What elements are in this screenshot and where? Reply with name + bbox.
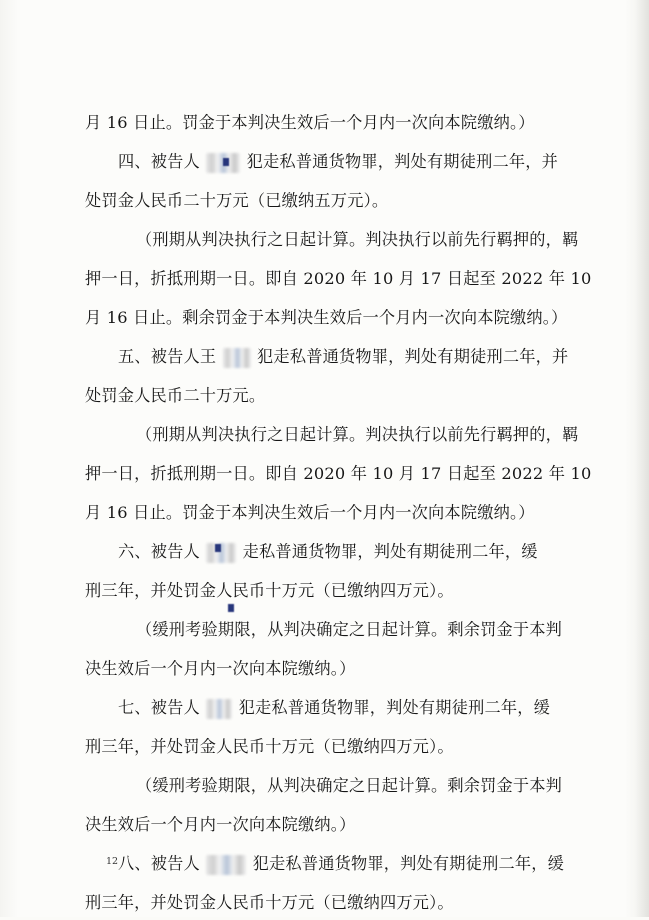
redaction-mark	[223, 158, 229, 166]
defendant-eight-line	[0, 847, 649, 881]
line-text: （缓刑考验期限，从判决确定之日起计算。剩余罚金于本判	[136, 776, 563, 795]
text-line-18	[0, 652, 649, 686]
line-text: 押一日，折抵刑期一日。即自 2020 年 10 月 17 日起至 2022 年 10	[85, 464, 592, 483]
verdict-text: 犯走私普通货物罪，判处有期徒刑二年，并	[246, 152, 559, 171]
text-line-22	[0, 769, 649, 803]
line-text: 月 16 日止。罚金于本判决生效后一个月内一次向本院缴纳。）	[85, 113, 535, 132]
line-text: 刑三年，并处罚金人民币十万元（已缴纳四万元）。	[85, 737, 454, 756]
text-line-23	[0, 808, 649, 842]
text-line-7	[0, 301, 649, 335]
defendant-five-line	[0, 340, 649, 374]
defendant-label: 五、被告人王	[118, 347, 217, 366]
line-text: （缓刑考验期限，从判决确定之日起计算。剩余罚金于本判	[136, 620, 563, 639]
line-text: 刑三年，并处罚金人民币十万元（已缴纳四万元）。	[85, 893, 454, 912]
redacted-name	[206, 543, 236, 563]
verdict-text: 犯走私普通货物罪，判处有期徒刑二年，并	[257, 347, 569, 366]
line-text: 月 16 日止。剩余罚金于本判决生效后一个月内一次向本院缴纳。）	[85, 308, 568, 327]
text-line-1	[0, 106, 649, 140]
redacted-name	[206, 699, 232, 719]
text-line-4	[0, 184, 649, 218]
defendant-six-line	[0, 535, 649, 569]
defendant-label: 六、被告人	[118, 542, 200, 561]
defendant-label: 七、被告人	[118, 698, 200, 717]
line-text: 处罚金人民币二十万元。	[85, 386, 266, 405]
redaction-mark	[228, 604, 234, 612]
line-text: 押一日，折抵刑期一日。即自 2020 年 10 月 17 日起至 2022 年 10	[85, 269, 592, 288]
defendant-label: 八、被告人	[118, 854, 200, 873]
text-line-16	[0, 574, 649, 608]
line-text: 处罚金人民币二十万元（已缴纳五万元）。	[85, 191, 389, 210]
line-text: 决生效后一个月内一次向本院缴纳。）	[85, 815, 356, 834]
text-line-10	[0, 379, 649, 413]
redacted-name	[223, 348, 251, 368]
redaction-mark	[215, 544, 221, 552]
defendant-seven-line	[0, 691, 649, 725]
text-line-11	[0, 418, 649, 452]
line-text: （刑期从判决执行之日起计算。判决执行以前先行羁押的，羁	[136, 230, 579, 249]
defendant-four-line	[0, 145, 649, 179]
line-text: 决生效后一个月内一次向本院缴纳。）	[85, 659, 356, 678]
text-line-17	[0, 613, 649, 647]
line-text: （刑期从判决执行之日起计算。判决执行以前先行羁押的，羁	[136, 425, 579, 444]
text-line-5	[0, 223, 649, 257]
verdict-text: 走私普通货物罪，判处有期徒刑二年，缓	[242, 542, 538, 561]
text-line-26	[0, 886, 649, 920]
line-text: 月 16 日止。罚金于本判决生效后一个月内一次向本院缴纳。）	[85, 503, 535, 522]
defendant-label: 四、被告人	[118, 152, 200, 171]
text-line-12	[0, 457, 649, 491]
text-line-21	[0, 730, 649, 764]
line-text: 刑三年，并处罚金人民币十万元（已缴纳四万元）。	[85, 581, 454, 600]
redacted-name	[206, 855, 246, 875]
page-number: 12	[106, 856, 119, 867]
text-line-6	[0, 262, 649, 296]
verdict-text: 犯走私普通货物罪，判处有期徒刑二年，缓	[238, 698, 551, 717]
verdict-text: 犯走私普通货物罪，判处有期徒刑二年，缓	[252, 854, 565, 873]
text-line-13	[0, 496, 649, 530]
